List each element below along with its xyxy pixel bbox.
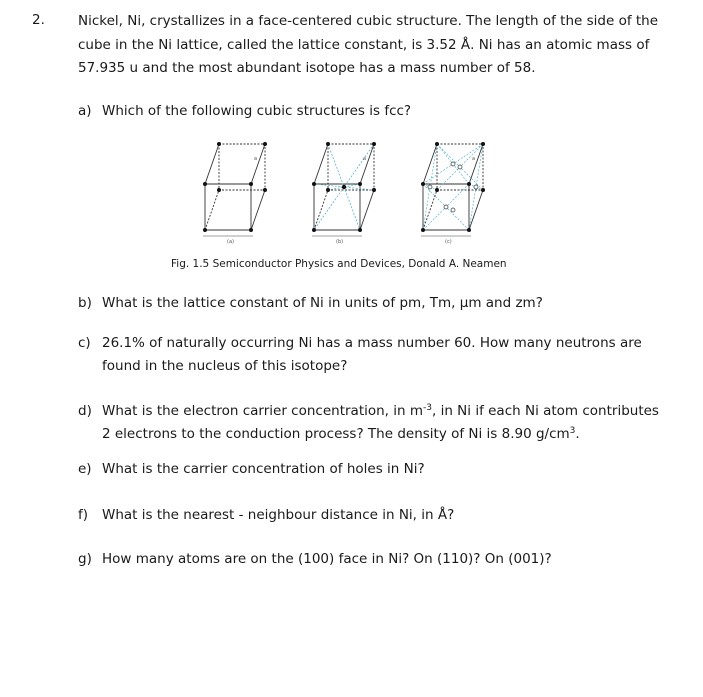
part-c-label: c) (78, 335, 91, 351)
part-e (78, 458, 678, 482)
cube-simple-cubic (203, 142, 267, 245)
part-b-text: What is the lattice constant of Ni in units of pm, Tm, μm and zm? (102, 295, 543, 311)
panel-a-sublabel: (a) (227, 239, 234, 245)
part-a-label: a) (78, 103, 92, 119)
part-d-text-before: What is the electron carrier concentration, in m (102, 403, 424, 419)
part-d-exponent-1: -3 (423, 403, 432, 413)
part-d-exponent-2: 3 (569, 426, 576, 436)
part-c (78, 332, 678, 380)
part-a-text: Which of the following cubic structures is fcc? (102, 103, 412, 119)
figure-caption: Fig. 1.5 Semiconductor Physics and Devices, Donald A. Neamen (171, 258, 507, 270)
cubic-structures-figure (183, 138, 513, 246)
part-c-text: 26.1% of naturally occurring Ni has a mass number 60. How many neutrons are found in the nucleus of this isotope? (102, 335, 642, 374)
part-b (78, 292, 678, 316)
panel-b-edge-label: a (363, 156, 367, 162)
cube-face-centered (421, 142, 485, 245)
part-a (78, 100, 678, 124)
part-d-text-after: . (575, 426, 580, 442)
part-e-label: e) (78, 461, 92, 477)
part-d-text (102, 400, 662, 446)
part-g-text: How many atoms are on the (100) face in Ni? On (110)? On (001)? (102, 551, 552, 567)
part-g-label: g) (78, 551, 92, 567)
panel-c-sublabel: (c) (445, 239, 452, 245)
part-f-label: f) (78, 507, 89, 523)
part-e-text: What is the carrier concentration of holes in Ni? (102, 461, 425, 477)
question-number: 2. (32, 12, 45, 28)
part-f (78, 504, 678, 528)
panel-b-sublabel: (b) (336, 239, 344, 245)
part-d-label: d) (78, 403, 92, 419)
part-d-text-middle: , in Ni if each Ni atom contributes 2 electrons to the conduction process? The density of Ni is 8.90 g/cm (102, 403, 659, 442)
part-f-text: What is the nearest - neighbour distance in Ni, in Å? (102, 507, 455, 523)
panel-a-edge-label: a (254, 156, 258, 162)
part-d (78, 400, 678, 448)
part-b-label: b) (78, 295, 92, 311)
question-intro: Nickel, Ni, crystallizes in a face-centered cubic structure. The length of the side of the cube in the Ni lattice, called the lattice constant, is 3.52 Å. Ni has an atomic mass of 57.935 u and the most abundant isotope has a mass number of 58. (78, 13, 659, 76)
cube-body-centered (312, 142, 376, 245)
part-g (78, 548, 678, 572)
panel-c-edge-label: a (472, 156, 476, 162)
